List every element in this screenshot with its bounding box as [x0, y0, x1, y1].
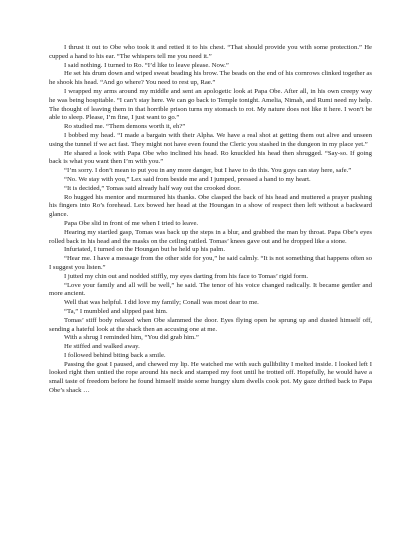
paragraph: He shared a look with Papa Obe who inclined his head. Ro knuckled his head then shrugged. “Say-so. If going back is what you want then I’m with you.”: [49, 149, 372, 166]
paragraph: “I’m sorry. I don’t mean to put you in any more danger, but I have to do this. You guys can stay here, safe.”: [64, 167, 352, 175]
paragraph: I said nothing. I turned to Ro. “I’d like to leave please. Now.”: [64, 61, 229, 69]
paragraph: Papa Obe slid in front of me when I tried to leave.: [64, 219, 199, 227]
paragraph: I thrust it out to Obe who took it and retied it to his chest. “That should provide you with some protection.” He cupped a hand to his ear. “The whispers tell me you need it.”: [49, 44, 372, 60]
paragraph: Well that was helpful. I did love my family; Conall was most dear to me.: [64, 299, 259, 307]
paragraph: Infuriated, I turned on the Houngan but he held up his palm.: [64, 246, 226, 254]
paragraph: “Love your family and all will be well,” he said. The tenor of his voice changed radically. It became gentler and more ancient.: [49, 281, 372, 298]
paragraph: Ro studied me. “Them demons worth it, eh?”: [64, 123, 186, 131]
paragraph: I jutted my chin out and nodded stiffly, my eyes darting from his face to Tomas’ rigid form.: [64, 272, 309, 280]
paragraph: “Ta,” I mumbled and slipped past him.: [64, 307, 168, 315]
paragraph: With a shrug I reminded him, “You did grab him.”: [64, 334, 199, 342]
paragraph: He set his drum down and wiped sweat beading his brow. The beads on the end of his cornrows clinked together as he shook his head. “And go where? You need to rest up, Rae.”: [49, 70, 372, 87]
paragraph: He stiffed and walked away.: [64, 343, 140, 351]
paragraph: “No. We stay with you,” Lex said from beside me and I jumped, pressed a hand to my heart.: [64, 175, 311, 183]
paragraph: I wrapped my arms around my middle and sent an apologetic look at Papa Obe. After all, in his own creepy way he was being hospitable. “I can’t stay here. We can go back to Temple tonight. Amelia, Nimah, and Rumi need my help. The thought of leaving them in that horrible prison turns my stomach to rot. My nature does not like it here. I won’t be able to sleep. Please, I’m fine, I just want to go.”: [49, 87, 372, 122]
paragraph: I bobbed my head. “I made a bargain with their Alpha. We have a real shot at getting them out alive and unseen using the tunnel if we act fast. They might not have even found the Cleric you stashed in the dungeon in my place yet.”: [49, 131, 372, 148]
paragraph: Passing the goat I paused, and chewed my lip. He watched me with such gullibility I melted inside. I looked left I looked right then untied the rope around his neck and stamped my foot until he trotted off. Hopefully, he would have a small taste of freedom before he found himself inside some hungry slum dwells cook pot. My gaze drifted back to Papa Obe’s shack …: [49, 360, 372, 395]
paragraph: Ro hugged his mentor and murmured his thanks. Obe clasped the back of his head and muttered a prayer pushing his fingers into Ro’s forehead. Lex bowed her head at the Houngan in a show of respect then left without a backward glance.: [49, 193, 372, 219]
paragraph: I followed behind biting back a smile.: [64, 351, 166, 359]
page-body: [49, 44, 372, 396]
paragraph: Tomas’ stiff body relaxed when Obe slammed the door. Eyes flying open he sprung up and dusted himself off, sending a hateful look at the shack then an accusing one at me.: [49, 316, 372, 333]
paragraph: Hearing my startled gasp, Tomas was back up the steps in a blur, and grabbed the man by throat. Papa Obe’s eyes rolled back in his head and the masks on the ceiling rattled. Tomas’ knees gave out and he dropped like a stone.: [49, 228, 372, 245]
paragraph: “It is decided,” Tomas said already half way out the crooked door.: [64, 184, 241, 192]
paragraph: “Hear me. I have a message from the other side for you,” he said calmly. “It is not something that happens often so I suggest you listen.”: [49, 255, 372, 271]
